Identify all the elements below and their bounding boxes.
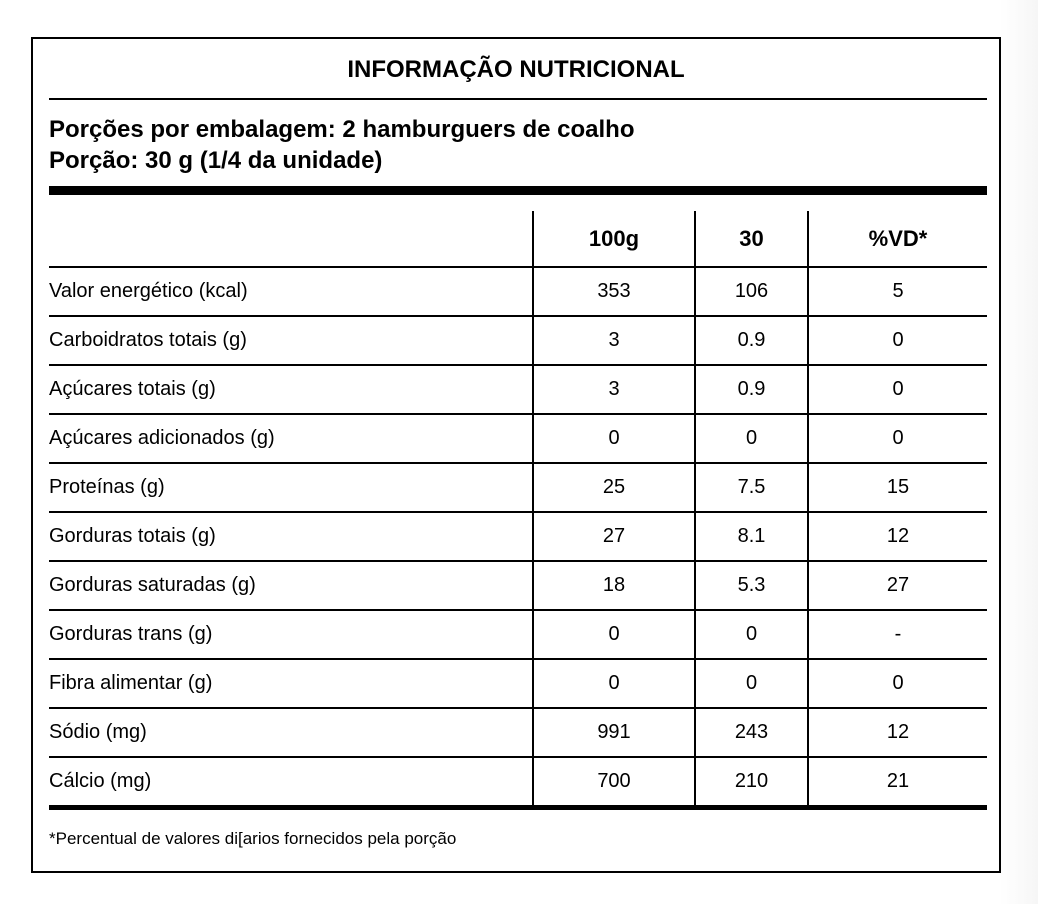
- value-serving: 7.5: [695, 463, 808, 512]
- table-row: [49, 610, 987, 659]
- nutrient-name: Fibra alimentar (g): [49, 659, 533, 708]
- value-serving: 210: [695, 757, 808, 808]
- label-title: INFORMAÇÃO NUTRICIONAL: [347, 56, 685, 83]
- nutrient-name: Açúcares totais (g): [49, 365, 533, 414]
- nutrient-name: Gorduras saturadas (g): [49, 561, 533, 610]
- value-dv: 21: [808, 757, 987, 808]
- value-dv: 12: [808, 708, 987, 757]
- serving-info: [49, 114, 635, 176]
- title-divider: [49, 98, 987, 100]
- footnote: *Percentual de valores di[arios fornecidos pela porção: [49, 829, 457, 848]
- value-serving: 106: [695, 267, 808, 316]
- value-100g: 18: [533, 561, 695, 610]
- nutrient-name: Sódio (mg): [49, 708, 533, 757]
- column-header-nutrient: [49, 211, 533, 267]
- value-serving: 0.9: [695, 365, 808, 414]
- value-100g: 0: [533, 659, 695, 708]
- column-header-serving: 30: [695, 211, 808, 267]
- table-row: [49, 708, 987, 757]
- table-row: [49, 414, 987, 463]
- value-serving: 0.9: [695, 316, 808, 365]
- nutrient-name: Gorduras trans (g): [49, 610, 533, 659]
- value-serving: 8.1: [695, 512, 808, 561]
- table-row: [49, 659, 987, 708]
- value-100g: 25: [533, 463, 695, 512]
- value-serving: 243: [695, 708, 808, 757]
- servings-per-package: Porções por embalagem: 2 hamburguers de coalho: [49, 116, 635, 143]
- nutrient-name: Gorduras totais (g): [49, 512, 533, 561]
- value-100g: 3: [533, 316, 695, 365]
- value-100g: 353: [533, 267, 695, 316]
- nutrient-name: Proteínas (g): [49, 463, 533, 512]
- nutrient-name: Cálcio (mg): [49, 757, 533, 808]
- table-row: [49, 561, 987, 610]
- value-100g: 700: [533, 757, 695, 808]
- value-dv: 5: [808, 267, 987, 316]
- table-row: [49, 512, 987, 561]
- column-header-dv: %VD*: [808, 211, 987, 267]
- value-dv: -: [808, 610, 987, 659]
- value-serving: 0: [695, 414, 808, 463]
- value-100g: 991: [533, 708, 695, 757]
- table-header-row: [49, 211, 987, 267]
- table-row: [49, 757, 987, 808]
- column-header-100g: 100g: [533, 211, 695, 267]
- nutrition-facts-label: [31, 37, 1001, 873]
- value-dv: 0: [808, 659, 987, 708]
- value-serving: 0: [695, 659, 808, 708]
- value-serving: 0: [695, 610, 808, 659]
- value-dv: 0: [808, 365, 987, 414]
- nutrient-name: Açúcares adicionados (g): [49, 414, 533, 463]
- value-dv: 0: [808, 414, 987, 463]
- value-serving: 5.3: [695, 561, 808, 610]
- value-dv: 27: [808, 561, 987, 610]
- table-row: [49, 463, 987, 512]
- serving-size: Porção: 30 g (1/4 da unidade): [49, 147, 383, 174]
- nutrition-table: [49, 211, 987, 810]
- value-100g: 27: [533, 512, 695, 561]
- value-100g: 0: [533, 414, 695, 463]
- table-row: [49, 316, 987, 365]
- value-100g: 3: [533, 365, 695, 414]
- table-row: [49, 267, 987, 316]
- nutrient-name: Valor energético (kcal): [49, 267, 533, 316]
- value-dv: 15: [808, 463, 987, 512]
- value-100g: 0: [533, 610, 695, 659]
- nutrient-name: Carboidratos totais (g): [49, 316, 533, 365]
- table-row: [49, 365, 987, 414]
- value-dv: 0: [808, 316, 987, 365]
- value-dv: 12: [808, 512, 987, 561]
- thick-divider: [49, 186, 987, 195]
